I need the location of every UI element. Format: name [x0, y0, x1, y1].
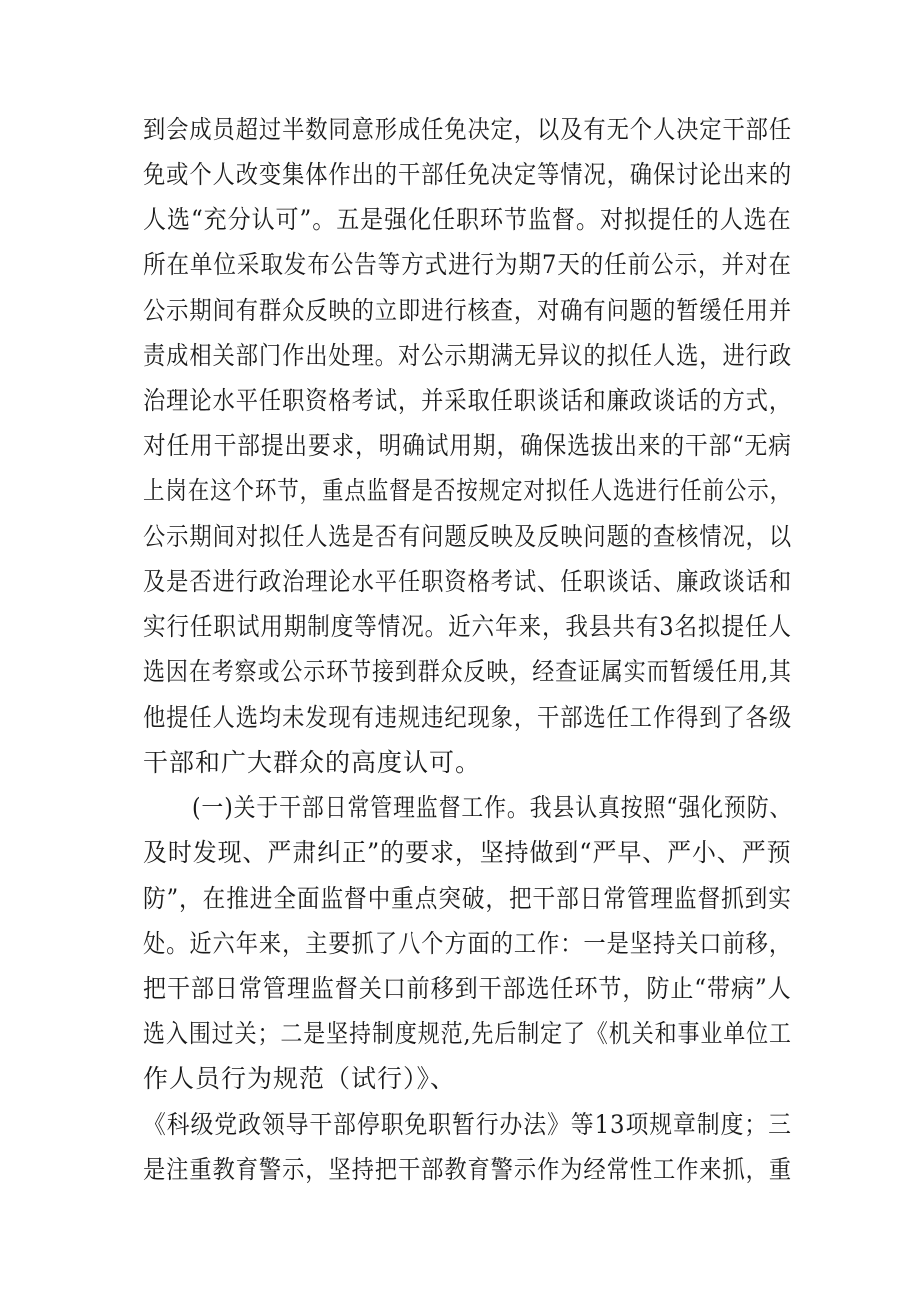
text-line: 处。近六年来，主要抓了八个方面的工作：一是坚持关口前移， [143, 929, 793, 958]
text-line: 人选“充分认可”。五是强化任职环节监督。对拟提任的人选在 [143, 205, 792, 234]
text-line: 防”，在推进全面监督中重点突破，把干部日常管理监督抓到实 [143, 884, 792, 913]
text-line: 及是否进行政治理论水平任职资格考试、任职谈话、廉政谈话和 [143, 567, 793, 596]
text-line: 他提任人选均未发现有违规违纪现象，干部选任工作得到了各级 [143, 703, 793, 732]
text-line: 对任用干部提出要求，明确试用期，确保选拔出来的干部“无病 [143, 431, 792, 460]
text-line: 作人员行为规范（试行）》、 [143, 1064, 457, 1093]
text-line: 治理论水平任职资格考试，并采取任职谈话和廉政谈话的方式， [143, 386, 793, 415]
text-line: 上岗在这个环节，重点监督是否按规定对拟任人选进行任前公示， [143, 476, 792, 505]
text-line: 公示期间对拟任人选是否有问题反映及反映问题的查核情况，以 [143, 522, 793, 551]
text-line: (一)关于干部日常管理监督工作。我县认真按照“强化预防、 [192, 793, 793, 822]
text-line: 责成相关部门作出处理。对公示期满无异议的拟任人选，进行政 [143, 341, 793, 370]
text-line: 干部和广大群众的高度认可。 [143, 748, 482, 777]
text-line: 公示期间有群众反映的立即进行核查，对确有问题的暂缓任用并 [143, 296, 793, 325]
text-line: 把干部日常管理监督关口前移到干部选任环节，防止“带病”人 [143, 974, 792, 1003]
text-line: 免或个人改变集体作出的干部任免决定等情况，确保讨论出来的 [143, 160, 793, 189]
text-line: 所在单位采取发布公告等方式进行为期7天的任前公示，并对在 [143, 250, 792, 279]
text-line: 及时发现、严肃纠正”的要求，坚持做到“严早、严小、严预 [143, 838, 792, 867]
text-line: 选因在考察或公示环节接到群众反映，经查证属实而暂缓任用,其 [143, 657, 792, 686]
text-line: 《科级党政领导干部停职免职暂行办法》等13项规章制度；三 [143, 1110, 792, 1139]
text-line: 实行任职试用期制度等情况。近六年来，我县共有3名拟提任人 [143, 612, 792, 641]
text-line: 选入围过关；二是坚持制度规范,先后制定了《机关和事业单位工 [143, 1019, 792, 1048]
text-line: 到会成员超过半数同意形成任免决定，以及有无个人决定干部任 [143, 115, 793, 144]
text-line: 是注重教育警示，坚持把干部教育警示作为经常性工作来抓，重 [143, 1155, 793, 1184]
